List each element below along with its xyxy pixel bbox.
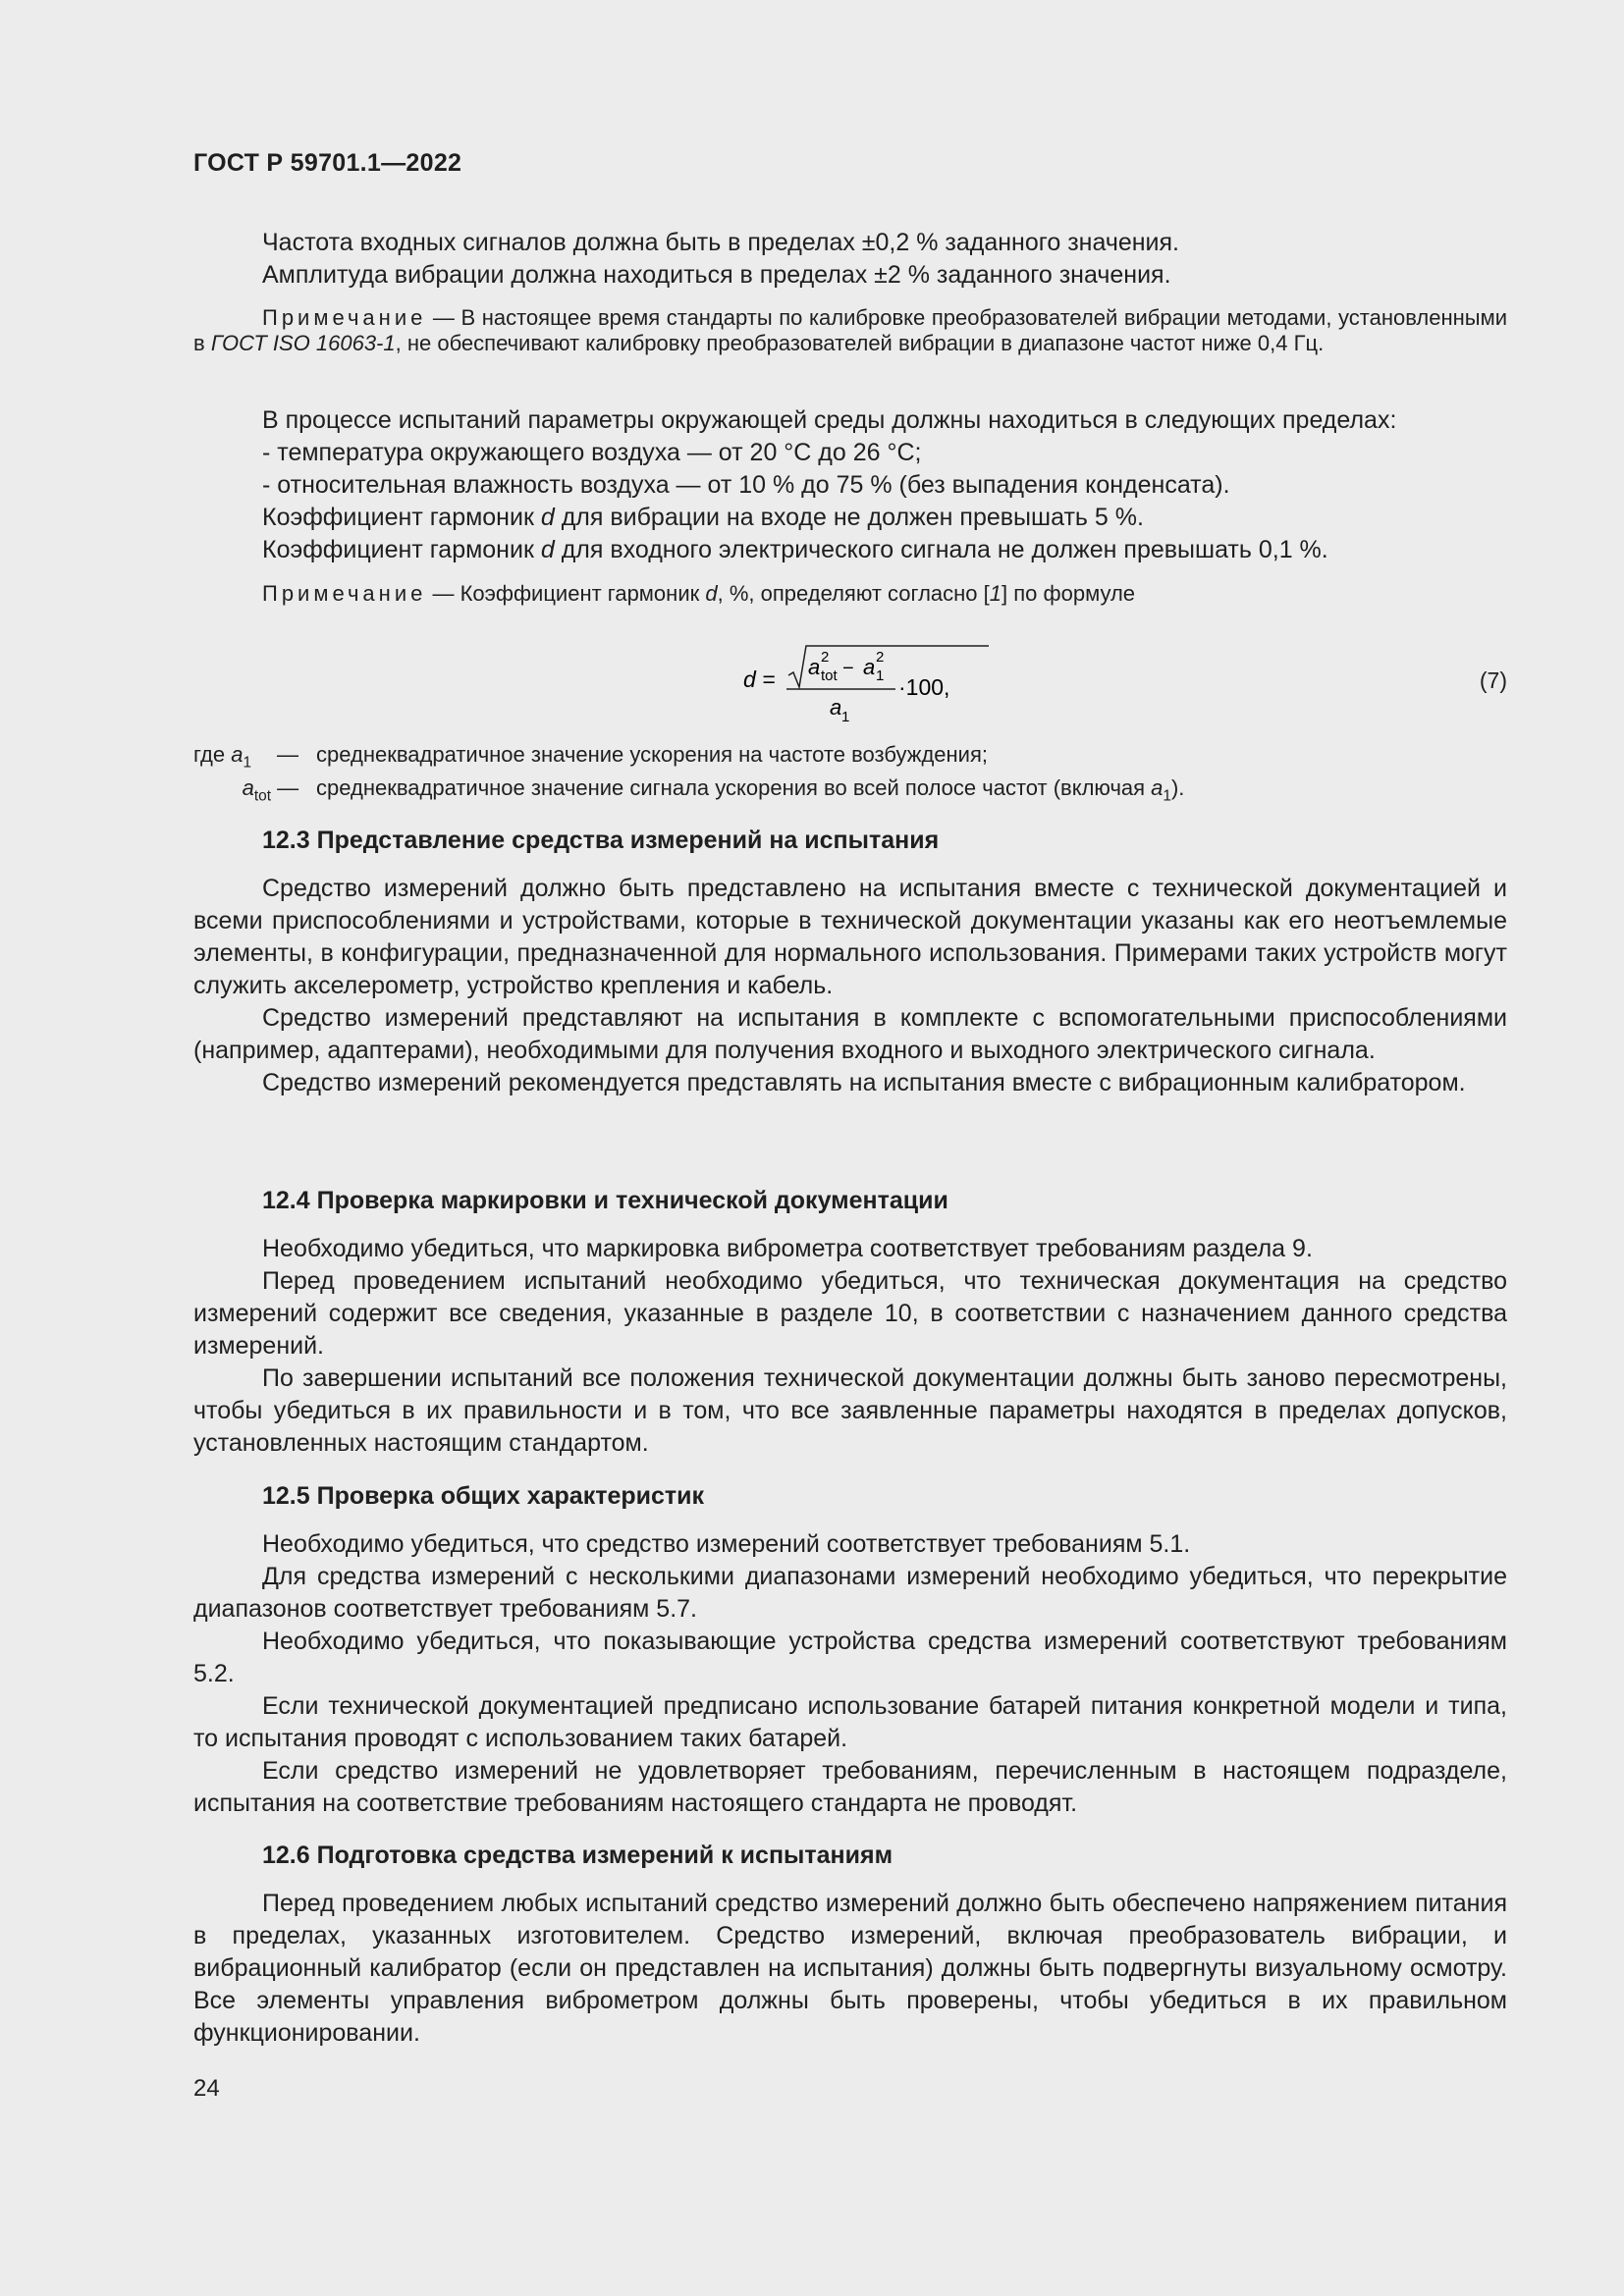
svg-text:2: 2 (876, 649, 885, 666)
section-12-3: 12.3 Представление средства измерений на испытания Средство измерений должно быть представлено на испытания вместе с технической документацией и всеми приспособлениями и устройствами, которые в технической документации указаны как его неотъемлемые элементы, в конфигурации, предназначенной для нормального использования. Примерами таких устройств могут служить акселерометр, устройство крепления и кабель. Средство измерений представляют на испытания в комплекте с вспомогательными приспособлениями (например, адаптерами), необходимыми для получения входного и выходного электрического сигнала. Средство измерений рекомендуется представлять на испытания вместе с вибрационным калибратором. (193, 827, 1507, 1096)
section-12-4: 12.4 Проверка маркировки и технической документации Необходимо убедиться, что маркировка виброметра соответствует требованиям раздела 9. Перед проведением испытаний необходимо убедиться, что техническая документация на средство измерений содержит все сведения, указанные в разделе 10, в соответствии с назначением данного средства измерений. По завершении испытаний все положения технической документации должны быть заново пересмотрены, чтобы убедиться в их правильности и в том, что все заявленные параметры находятся в пределах допусков, установленных настоящим стандартом. (193, 1187, 1507, 1457)
intro-line-2: Амплитуда вибрации должна находиться в пределах ±2 % заданного значения. (262, 261, 1171, 289)
section-12-3-title: 12.3 Представление средства измерений на испытания (262, 827, 940, 854)
svg-text:·100,: ·100, (898, 674, 950, 700)
env-line-3: - относительная влажность воздуха — от 10 % до 75 % (без выпадения конденсата). (262, 471, 1230, 499)
svg-text:tot: tot (821, 667, 838, 684)
section-12-4-title: 12.4 Проверка маркировки и технической документации (262, 1187, 948, 1214)
env-line-2: - температура окружающего воздуха — от 20 °С до 26 °С; (262, 439, 922, 466)
environment-block (193, 404, 1507, 566)
svg-text:a: a (863, 655, 876, 679)
svg-text:−: − (842, 658, 854, 679)
svg-text:a: a (830, 695, 842, 720)
section-12-6-title: 12.6 Подготовка средства измерений к испытаниям (262, 1842, 893, 1869)
harmonic-coefficient-formula (743, 638, 989, 726)
section-12-5-title: 12.5 Проверка общих характеристик (262, 1482, 705, 1510)
env-line-4: Коэффициент гармоник d для вибрации на входе не должен превышать 5 %. (262, 504, 1144, 531)
formula-7 (193, 638, 1507, 725)
svg-text:a: a (808, 655, 821, 679)
document-header: ГОСТ Р 59701.1—2022 (193, 149, 462, 177)
page-number: 24 (193, 2075, 220, 2102)
note-1: Примечание — В настоящее время стандарты по калибровке преобразователей вибрации методами, установленными в ГОСТ ISO 16063-1, не обеспечивают калибровку преобразователей вибрации в диапазоне частот ниже 0,4 Гц. (193, 305, 1507, 355)
note-2: Примечание — Коэффициент гармоник d, %, определяют согласно [1] по формуле (262, 581, 1136, 606)
section-12-5: 12.5 Проверка общих характеристик Необходимо убедиться, что средство измерений соответствует требованиям 5.1. Для средства измерений с несколькими диапазонами измерений необходимо убедиться, что перекрытие диапазонов соответствует требованиям 5.7. Необходимо убедиться, что показывающие устройства средства измерений соответствуют требованиям 5.2. Если технической документацией предписано использование батарей питания конкретной модели и типа, то испытания проводят с использованием таких батарей. Если средство измерений не удовлетворяет требованиям, перечисленным в настоящем подразделе, испытания на соответствие требованиям настоящего стандарта не проводят. (193, 1482, 1507, 1817)
env-line-5: Коэффициент гармоник d для входного электрического сигнала не должен превышать 0,1 %. (262, 536, 1328, 563)
svg-text:2: 2 (821, 649, 830, 666)
note-label: Примечание (262, 305, 427, 330)
intro-line-1: Частота входных сигналов должна быть в пределах ±0,2 % заданного значения. (262, 229, 1179, 256)
svg-text:1: 1 (876, 667, 885, 684)
standard-reference: ГОСТ ISO 16063-1 (210, 331, 396, 355)
section-12-6: 12.6 Подготовка средства измерений к испытаниям Перед проведением любых испытаний средство измерений должно быть обеспечено напряжением питания в пределах, указанных изготовителем. Средство измерений, включая преобразователь вибрации, и вибрационный калибратор (если он представлен на испытания) должны быть подвергнуты визуальному осмотру. Все элементы управления виброметром должны быть проверены, чтобы убедиться в их правильном функционировании. (193, 1842, 1507, 2047)
intro-block (193, 227, 1507, 292)
equation-number: (7) (1479, 667, 1507, 693)
svg-text:d =: d = (743, 667, 776, 692)
legend-row-atot: $a_{tot}$ — среднеквадратичное значение сигнала ускорения во всей полосе частот (включая $a_1$). (242, 775, 1185, 805)
formula-legend (193, 738, 1507, 805)
legend-row-a1: где $a_1$ — среднеквадратичное значение ускорения на частоте возбуждения; (193, 742, 988, 772)
svg-text:1: 1 (841, 709, 850, 725)
env-line-1: В процессе испытаний параметры окружающей среды должны находиться в следующих пределах: (262, 406, 1397, 434)
